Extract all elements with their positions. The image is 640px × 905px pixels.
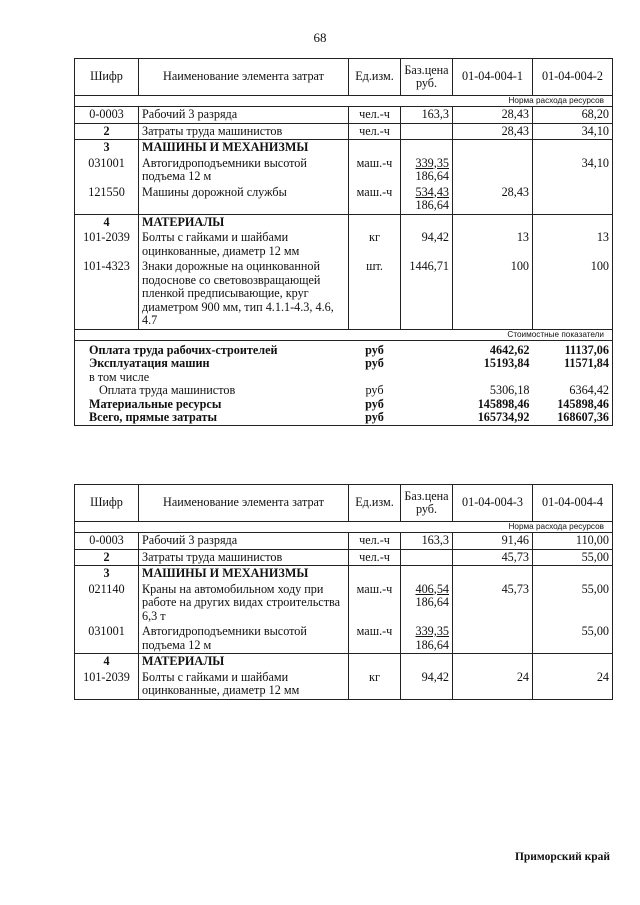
band-norm-label: Норма расхода ресурсов <box>75 96 613 107</box>
summary-label: Оплата труда рабочих-строителей <box>75 340 349 357</box>
table-row <box>75 670 613 700</box>
row-name: Знаки дорожные на оцинкованной подоснове со световозвращающей пленкой предписывающие, круг диаметром 900 мм, тип 4.1.1-4.3, 4.6, 4.7 <box>139 259 349 329</box>
row-unit: маш.-ч <box>349 156 401 185</box>
row-value-b: 100 <box>533 259 613 329</box>
row-value-a: 13 <box>453 230 533 259</box>
empty-cell <box>401 140 453 156</box>
row-name: Краны на автомобильном ходу при работе на других видах строительства 6,3 т <box>139 582 349 625</box>
summary-value-a: 145898,46 <box>477 396 530 411</box>
section-row <box>75 140 613 156</box>
summary-row <box>75 411 613 425</box>
price-primary: 406,54 <box>415 581 449 596</box>
section-title: МАШИНЫ И МЕХАНИЗМЫ <box>139 566 349 582</box>
row-code: 0-0003 <box>75 533 139 550</box>
summary-value-b: 11571,84 <box>533 357 613 371</box>
summary-unit: руб <box>365 342 384 357</box>
row-value-a: 91,46 <box>453 533 533 550</box>
empty-cell <box>533 140 613 156</box>
summary-value-a: 15193,84 <box>483 356 530 370</box>
row-value-a <box>453 624 533 654</box>
row-name: Автогидроподъемники высотой подъема 12 м <box>139 156 349 185</box>
price-primary: 534,43 <box>415 184 449 199</box>
summary-value-b: 168607,36 <box>533 411 613 425</box>
empty-cell <box>453 371 533 385</box>
price-primary: 339,35 <box>415 624 449 638</box>
row-code: 101-2039 <box>75 670 139 700</box>
summary-row <box>75 384 613 398</box>
summary-row <box>75 340 613 357</box>
estimate-table-1 <box>74 58 613 426</box>
row-unit: чел.-ч <box>349 549 401 566</box>
empty-cell <box>401 398 453 412</box>
empty-cell <box>401 384 453 398</box>
header-unit: Ед.изм. <box>349 485 401 522</box>
table-row <box>75 230 613 259</box>
row-code: 2 <box>75 123 139 140</box>
header-col-b: 01-04-004-2 <box>533 59 613 96</box>
header-name: Наименование элемента затрат <box>139 485 349 522</box>
row-value-b <box>533 185 613 215</box>
section-title: МАТЕРИАЛЫ <box>139 214 349 230</box>
section-row <box>75 654 613 670</box>
empty-cell <box>349 566 401 582</box>
estimate-table-2 <box>74 484 613 700</box>
summary-label: Всего, прямые затраты <box>75 411 349 425</box>
row-unit: чел.-ч <box>349 533 401 550</box>
row-unit: кг <box>349 670 401 700</box>
price-primary: 339,35 <box>415 155 449 170</box>
band-cost <box>75 329 613 340</box>
empty-cell <box>349 214 401 230</box>
row-name: Затраты труда машинистов <box>139 549 349 566</box>
header-unit: Ед.изм. <box>349 59 401 96</box>
price-secondary: 186,64 <box>415 198 449 212</box>
row-code: 0-0003 <box>75 107 139 124</box>
row-price <box>401 624 453 654</box>
row-value-a: 45,73 <box>453 582 533 625</box>
row-price <box>401 156 453 185</box>
band-norm-label: Норма расхода ресурсов <box>75 522 613 533</box>
row-unit: чел.-ч <box>349 107 401 124</box>
price-secondary: 186,64 <box>415 595 449 609</box>
header-price: Баз.цена руб. <box>401 485 453 522</box>
row-code: 031001 <box>75 156 139 185</box>
header-name: Наименование элемента затрат <box>139 59 349 96</box>
page-number: 68 <box>313 30 327 45</box>
price-secondary: 186,64 <box>415 637 449 652</box>
empty-cell <box>349 140 401 156</box>
row-value-b: 55,00 <box>533 624 613 654</box>
empty-cell <box>401 371 453 385</box>
row-price <box>401 123 453 140</box>
empty-cell <box>453 566 533 582</box>
row-price <box>401 549 453 566</box>
row-price: 94,42 <box>401 230 453 259</box>
empty-cell <box>533 371 613 385</box>
row-code: 101-2039 <box>75 230 139 259</box>
header-col-a: 01-04-004-3 <box>453 485 533 522</box>
section-title: МАШИНЫ И МЕХАНИЗМЫ <box>139 140 349 156</box>
summary-label: в том числе <box>75 371 349 385</box>
header-row <box>75 59 613 96</box>
row-value-b: 13 <box>533 230 613 259</box>
empty-cell <box>533 566 613 582</box>
summary-value-b: 6364,42 <box>533 384 613 398</box>
row-price: 1446,71 <box>401 259 453 329</box>
summary-unit: руб <box>365 396 384 411</box>
row-value-b: 34,10 <box>533 156 613 185</box>
row-value-b: 55,00 <box>533 549 613 566</box>
row-price <box>401 185 453 215</box>
empty-cell <box>349 654 401 670</box>
summary-value-a: 165734,92 <box>453 411 533 425</box>
footer-region: Приморский край <box>514 851 610 863</box>
row-code: 121550 <box>75 185 139 215</box>
summary-value-b: 145898,46 <box>533 398 613 412</box>
header-price: Баз.цена руб. <box>401 59 453 96</box>
header-col-a: 01-04-004-1 <box>453 59 533 96</box>
summary-label: Материальные ресурсы <box>75 398 349 412</box>
summary-row <box>75 357 613 371</box>
row-value-b: 68,20 <box>533 107 613 124</box>
row-value-a: 24 <box>453 670 533 700</box>
row-value-b: 110,00 <box>533 533 613 550</box>
row-name: Болты с гайками и шайбами оцинкованные, диаметр 12 мм <box>139 230 349 259</box>
row-value-a: 45,73 <box>453 549 533 566</box>
header-code: Шифр <box>75 485 139 522</box>
row-code: 2 <box>75 549 139 566</box>
row-code: 101-4323 <box>75 259 139 329</box>
empty-cell <box>401 357 453 371</box>
row-value-a: 28,43 <box>453 107 533 124</box>
empty-cell <box>453 214 533 230</box>
summary-value-a: 4642,62 <box>489 342 530 357</box>
row-value-b: 24 <box>533 670 613 700</box>
row-code: 031001 <box>75 624 139 654</box>
summary-label: Эксплуатация машин <box>75 357 349 371</box>
price-secondary: 186,64 <box>415 169 449 183</box>
header-row <box>75 485 613 522</box>
row-name: Болты с гайками и шайбами оцинкованные, диаметр 12 мм <box>139 670 349 700</box>
header-col-b: 01-04-004-4 <box>533 485 613 522</box>
table-row <box>75 624 613 654</box>
empty-cell <box>453 140 533 156</box>
row-value-b: 34,10 <box>533 123 613 140</box>
section-code: 4 <box>75 654 139 670</box>
summary-unit: руб <box>365 383 384 397</box>
table-row <box>75 107 613 124</box>
row-name: Рабочий 3 разряда <box>139 533 349 550</box>
row-value-a <box>453 156 533 185</box>
table-row <box>75 259 613 329</box>
empty-cell <box>401 566 453 582</box>
summary-value-a: 5306,18 <box>489 383 530 397</box>
row-value-a: 100 <box>453 259 533 329</box>
band-norm <box>75 96 613 107</box>
row-price: 163,3 <box>401 533 453 550</box>
band-cost-label: Стоимостные показатели <box>75 329 613 340</box>
row-name: Затраты труда машинистов <box>139 123 349 140</box>
summary-row <box>75 371 613 385</box>
row-value-a: 28,43 <box>453 185 533 215</box>
section-row <box>75 214 613 230</box>
row-unit: шт. <box>349 259 401 329</box>
section-code: 4 <box>75 214 139 230</box>
table-row <box>75 185 613 215</box>
table-row <box>75 549 613 566</box>
row-unit: чел.-ч <box>349 123 401 140</box>
empty-cell <box>401 654 453 670</box>
table-row <box>75 582 613 625</box>
band-norm <box>75 522 613 533</box>
header-code: Шифр <box>75 59 139 96</box>
empty-cell <box>533 654 613 670</box>
row-value-a: 28,43 <box>453 123 533 140</box>
empty-cell <box>401 340 453 357</box>
section-row <box>75 566 613 582</box>
row-value-b: 55,00 <box>533 582 613 625</box>
table-row <box>75 533 613 550</box>
summary-label: Оплата труда машинистов <box>75 384 349 398</box>
empty-cell <box>453 654 533 670</box>
empty-cell <box>533 214 613 230</box>
row-price: 163,3 <box>401 107 453 124</box>
empty-cell <box>401 411 453 425</box>
summary-row <box>75 398 613 412</box>
summary-unit: руб <box>365 356 384 370</box>
row-unit: маш.-ч <box>349 582 401 625</box>
row-unit: маш.-ч <box>349 185 401 215</box>
section-code: 3 <box>75 140 139 156</box>
empty-cell <box>401 214 453 230</box>
row-name: Рабочий 3 разряда <box>139 107 349 124</box>
section-title: МАТЕРИАЛЫ <box>139 654 349 670</box>
table-row <box>75 123 613 140</box>
section-code: 3 <box>75 566 139 582</box>
summary-value-b: 11137,06 <box>533 340 613 357</box>
row-name: Автогидроподъемники высотой подъема 12 м <box>139 624 349 654</box>
row-name: Машины дорожной службы <box>139 185 349 215</box>
summary-unit: руб <box>349 411 401 425</box>
empty-cell <box>349 371 401 385</box>
row-unit: маш.-ч <box>349 624 401 654</box>
table-row <box>75 156 613 185</box>
row-price: 94,42 <box>401 670 453 700</box>
row-unit: кг <box>349 230 401 259</box>
row-price <box>401 582 453 625</box>
row-code: 021140 <box>75 582 139 625</box>
